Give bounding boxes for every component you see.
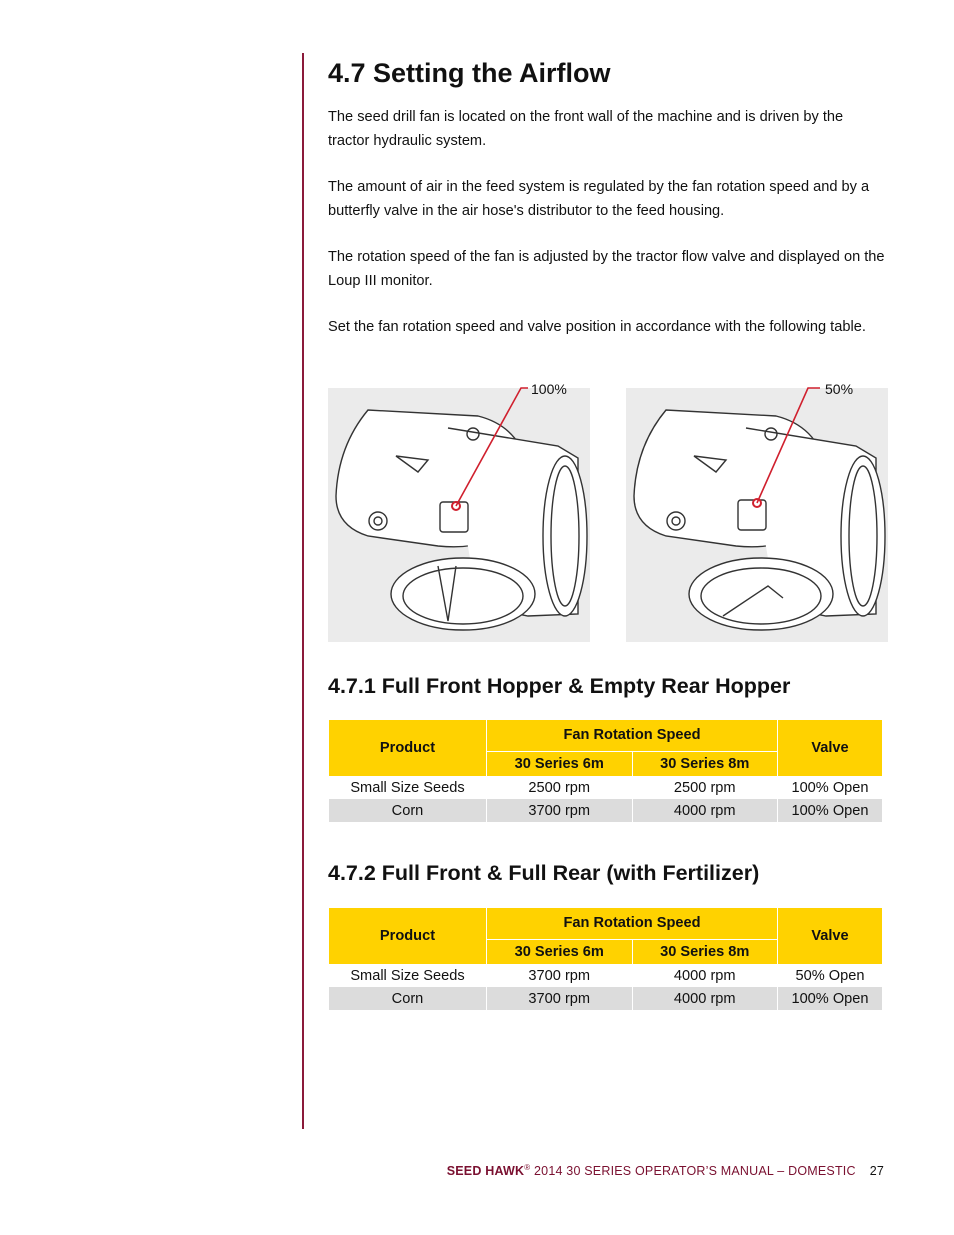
paragraph-fan-location: The seed drill fan is located on the front wall of the machine and is driven by the tractor hydraulic system. <box>328 109 844 149</box>
table-row <box>329 776 882 799</box>
cell-product: Corn <box>329 987 486 1010</box>
header-product: Product <box>329 908 486 964</box>
cell-valve: 50% Open <box>795 967 865 984</box>
footer-brand: SEED HAWK <box>446 1164 525 1179</box>
header-valve: Valve <box>778 720 882 776</box>
registered-mark: ® <box>524 1163 531 1172</box>
airflow-table-1 <box>328 720 883 822</box>
table-row <box>329 987 882 1010</box>
footer-manual-title: 2014 30 SERIES OPERATOR’S MANUAL – DOMESTIC <box>530 1164 856 1179</box>
paragraph-air-regulation: The amount of air in the feed system is regulated by the fan rotation speed and by a butterfly valve in the air hose's distributor to the feed housing. <box>328 179 870 219</box>
table-row <box>329 964 882 987</box>
header-product: Product <box>329 720 486 776</box>
header-fan-speed: Fan Rotation Speed <box>487 908 777 939</box>
cell-valve: 100% Open <box>778 987 882 1010</box>
header-fan-speed: Fan Rotation Speed <box>487 720 777 751</box>
airflow-table-2 <box>328 908 883 1010</box>
paragraph-table-instruction: Set the fan rotation speed and valve position in accordance with the following table. <box>328 319 866 335</box>
margin-rule <box>302 53 304 1129</box>
table-1-title: 4.7.1 Full Front Hopper & Empty Rear Hopper <box>328 674 791 698</box>
header-8m: 30 Series 8m <box>633 751 778 776</box>
paragraph-rotation-speed: The rotation speed of the fan is adjusted by the tractor flow valve and displayed on the Loup III monitor. <box>328 249 885 289</box>
cell-product: Corn <box>329 799 486 822</box>
cell-6m: 3700 rpm <box>487 987 632 1010</box>
cell-8m: 2500 rpm <box>673 779 736 796</box>
cell-8m: 4000 rpm <box>633 799 778 822</box>
cell-valve: 100% Open <box>778 799 882 822</box>
header-6m: 30 Series 6m <box>487 751 632 776</box>
cell-valve: 100% Open <box>791 779 869 796</box>
cell-product: Small Size Seeds <box>350 967 465 984</box>
header-8m: 30 Series 8m <box>633 939 778 964</box>
header-valve: Valve <box>778 908 882 964</box>
label-100-percent: 100% <box>531 381 567 397</box>
cell-6m: 2500 rpm <box>528 779 591 796</box>
cell-6m: 3700 rpm <box>487 799 632 822</box>
section-title: 4.7 Setting the Airflow <box>328 58 611 88</box>
page-footer <box>447 1163 884 1178</box>
cell-6m: 3700 rpm <box>528 967 591 984</box>
page-number: 27 <box>869 1164 884 1179</box>
label-50-percent: 50% <box>825 381 854 397</box>
table-row <box>329 799 882 822</box>
table-2-title: 4.7.2 Full Front & Full Rear (with Fertilizer) <box>328 861 760 885</box>
valve-illustration <box>328 376 888 642</box>
cell-8m: 4000 rpm <box>673 967 736 984</box>
header-6m: 30 Series 6m <box>487 939 632 964</box>
cell-8m: 4000 rpm <box>633 987 778 1010</box>
cell-product: Small Size Seeds <box>350 779 465 796</box>
